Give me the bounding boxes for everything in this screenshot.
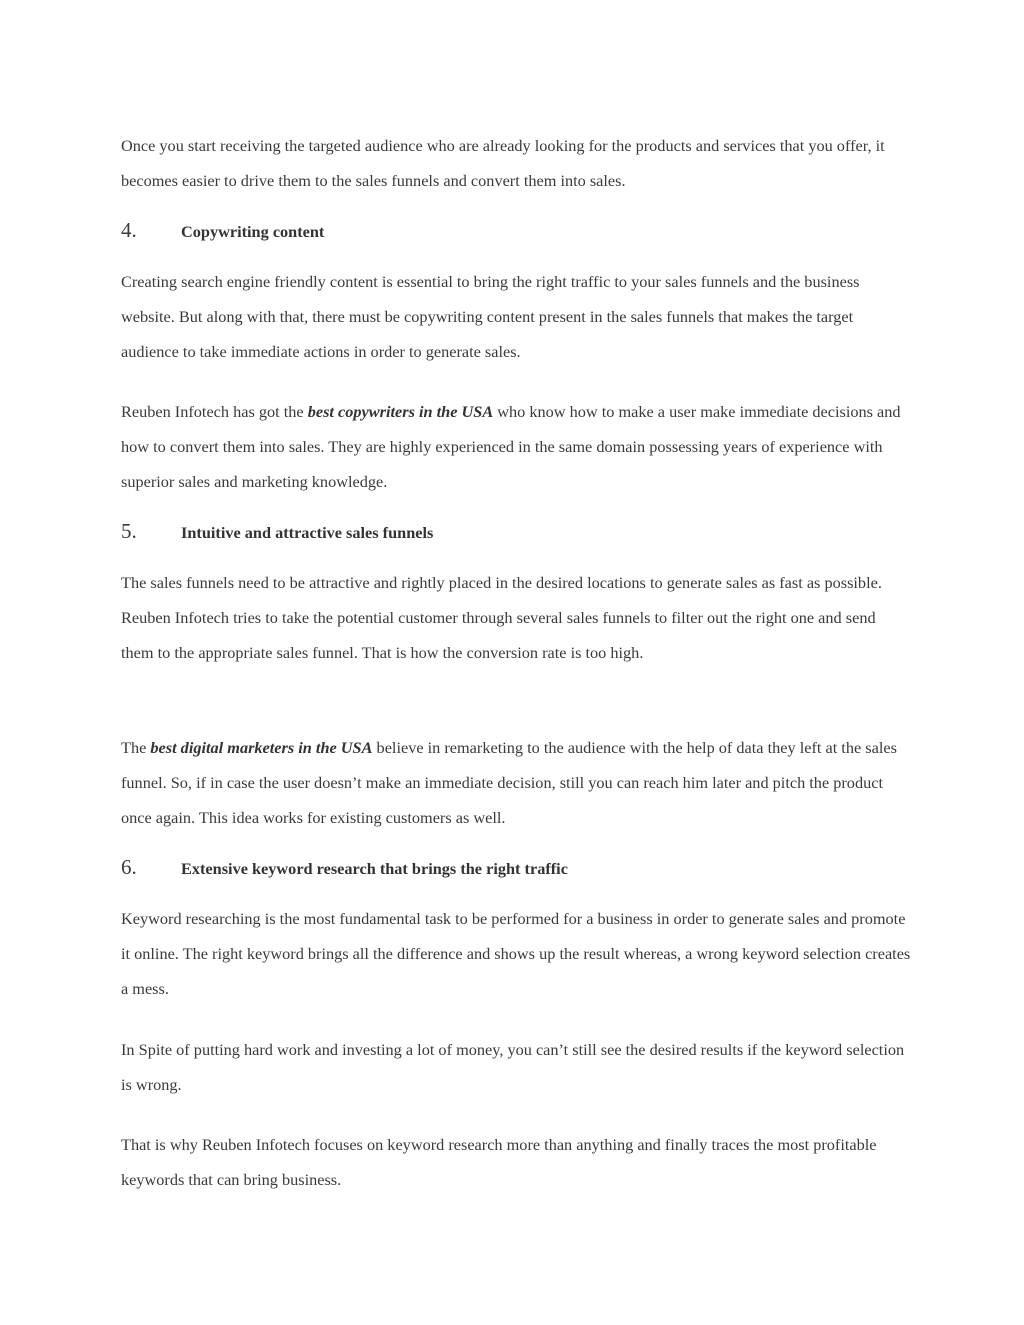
keyword-paragraph-2: In Spite of putting hard work and investing a lot of money, you can’t still see the desired results if the keyword selection is wrong. <box>121 1040 905 1095</box>
sales-funnels-paragraph-2 <box>121 730 911 836</box>
section-title: Extensive keyword research that brings the right traffic <box>181 859 568 878</box>
section-title: Copywriting content <box>181 222 325 241</box>
paragraph-text: Reuben Infotech has got the <box>121 402 308 421</box>
section-heading-5 <box>121 516 911 546</box>
section-title: Intuitive and attractive sales funnels <box>181 523 434 542</box>
section-number: 5. <box>121 519 137 543</box>
section-heading-6 <box>121 852 911 882</box>
emphasis-text: best copywriters in the USA <box>307 402 494 421</box>
paragraph-text: who know how to make a user make immediate decisions and how to convert them into sales. They are highly experienced in the same domain possessing years of experience with superior sales and marketing knowledge. <box>121 402 901 492</box>
keyword-paragraph-1: Keyword researching is the most fundamental task to be performed for a business in order to generate sales and promote it online. The right keyword brings all the difference and shows up the result whereas, a wrong keyword selection creates a mess. <box>121 909 911 999</box>
section-number: 6. <box>121 855 137 879</box>
sales-funnels-paragraph-1: The sales funnels need to be attractive and rightly placed in the desired locations to generate sales as fast as possible. Reuben Infotech tries to take the potential customer through several sales funnels to filter out the right one and send them to the appropriate sales funnel. That is how the conversion rate is too high. <box>121 573 882 663</box>
section-number: 4. <box>121 218 137 242</box>
copywriting-paragraph-2 <box>121 394 911 500</box>
copywriting-paragraph-1: Creating search engine friendly content is essential to bring the right traffic to your sales funnels and the business website. But along with that, there must be copywriting content present in the sales funnels that makes the target audience to take immediate actions in order to generate sales. <box>121 272 860 362</box>
emphasis-text: best digital marketers in the USA <box>150 738 373 757</box>
intro-paragraph: Once you start receiving the targeted audience who are already looking for the products and services that you offer, it becomes easier to drive them to the sales funnels and convert them into sales. <box>121 136 885 191</box>
section-heading-4 <box>121 215 911 245</box>
paragraph-text: believe in remarketing to the audience with the help of data they left at the sales funnel. So, if in case the user doesn’t make an immediate decision, still you can reach him later and pitch the product once again. This idea works for existing customers as well. <box>121 738 897 828</box>
paragraph-text: The <box>121 738 151 757</box>
keyword-paragraph-3: That is why Reuben Infotech focuses on keyword research more than anything and finally traces the most profitable keywords that can bring business. <box>121 1135 877 1190</box>
